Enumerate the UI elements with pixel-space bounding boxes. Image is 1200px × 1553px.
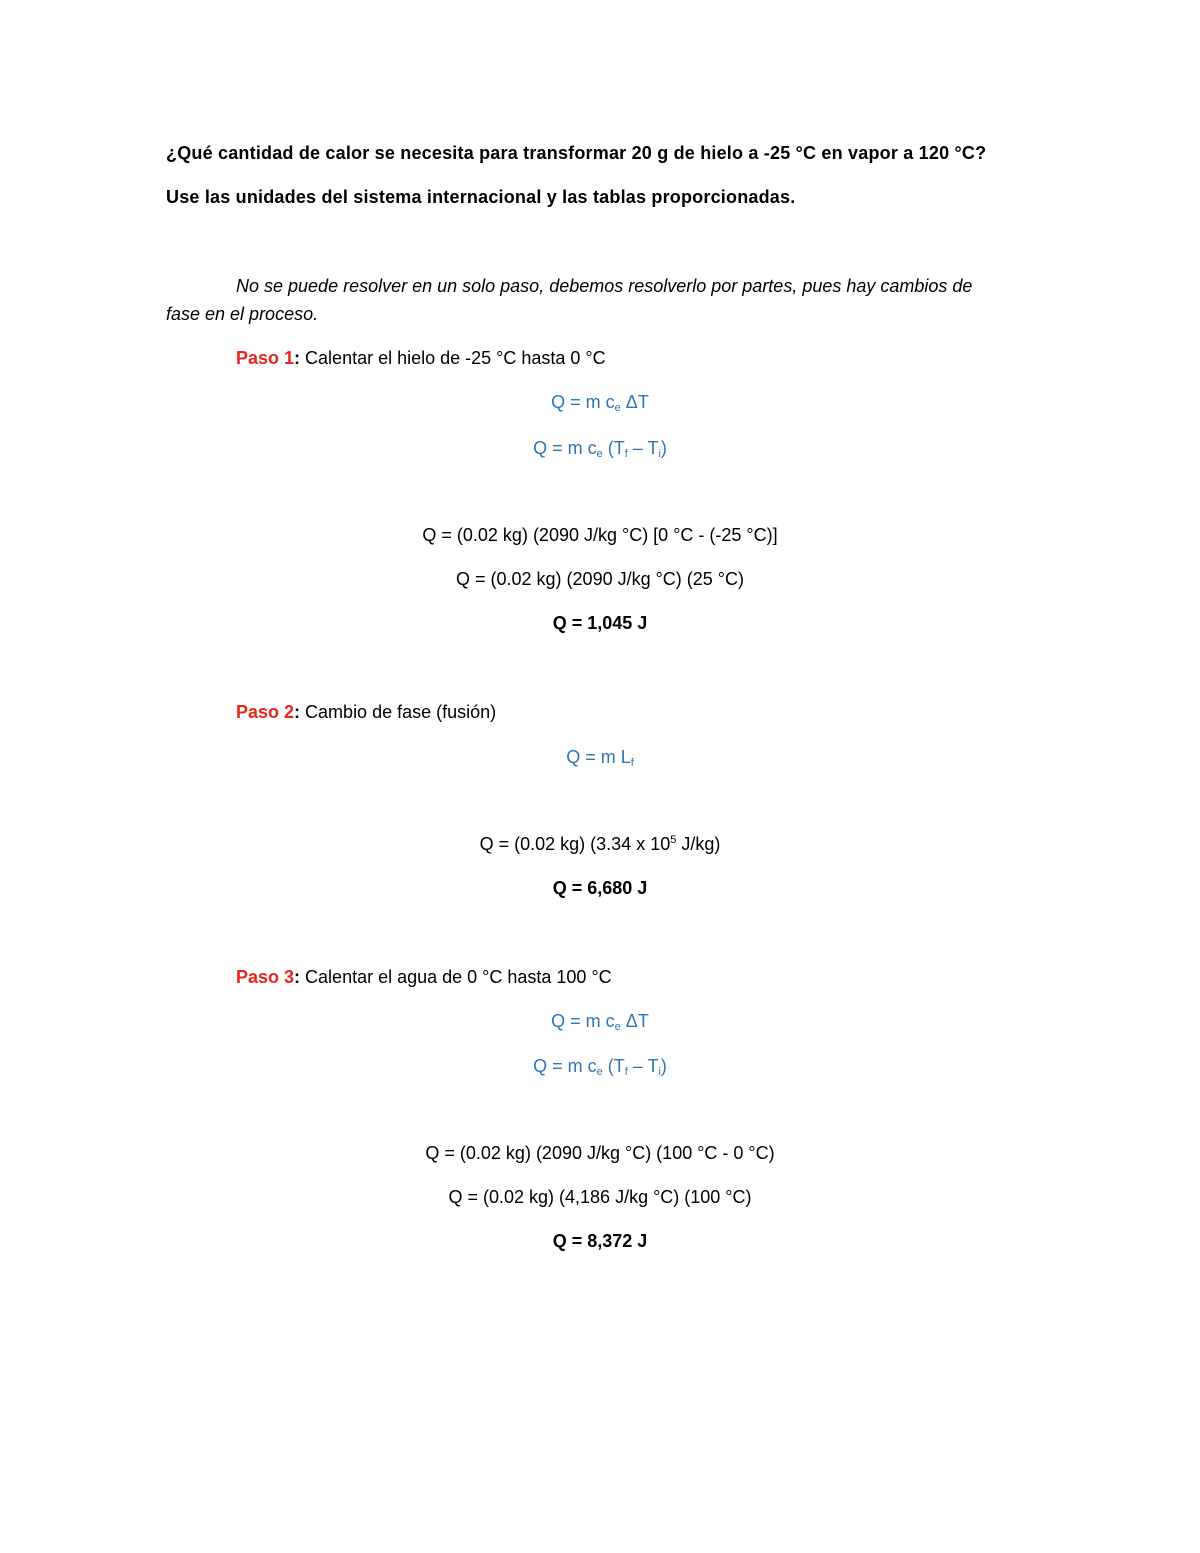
step3-formula-1: Q = m $c_e$ ΔT bbox=[551, 1011, 649, 1033]
step3-label: Paso 3 bbox=[236, 967, 295, 987]
question-line-2: Use las unidades del sistema internacional y las tablas proporcionadas. bbox=[166, 187, 796, 207]
step2-heading bbox=[236, 700, 496, 724]
step2-description: Cambio de fase (fusión) bbox=[300, 702, 497, 722]
step3-heading bbox=[236, 965, 612, 989]
step3-colon: : bbox=[294, 967, 301, 987]
step1-result: Q = 1,045 J bbox=[552, 613, 648, 633]
step1-calc-2: Q = (0.02 kg) (2090 J/kg °C) (25 °C) bbox=[456, 569, 744, 589]
step2-colon: : bbox=[294, 702, 301, 722]
step1-description: Calentar el hielo de -25 °C hasta 0 °C bbox=[300, 348, 606, 368]
step1-heading bbox=[236, 346, 606, 370]
step3-description: Calentar el agua de 0 °C hasta 100 °C bbox=[300, 967, 612, 987]
step1-formula-2: Q = m $c_e$ $(T_f - T_i)$ bbox=[533, 438, 667, 460]
step1-label: Paso 1 bbox=[236, 348, 295, 368]
step2-calc: Q = (0.02 kg) (3.34 x $10^5$ J/kg) bbox=[479, 834, 721, 854]
step3-calc-1: Q = (0.02 kg) (2090 J/kg °C) (100 °C - 0 °C) bbox=[425, 1143, 775, 1163]
step2-formula: Q = m $L_f$ bbox=[566, 747, 634, 769]
step1-colon: : bbox=[294, 348, 301, 368]
step2-result: Q = 6,680 J bbox=[552, 878, 648, 898]
step3-result: Q = 8,372 J bbox=[552, 1231, 648, 1251]
step3-formula-2: Q = m $c_e$ $(T_f - T_i)$ bbox=[533, 1056, 667, 1078]
step1-formula-1: Q = m $c_e$ ΔT bbox=[551, 392, 649, 414]
step3-calc-2: Q = (0.02 kg) (4,186 J/kg °C) (100 °C) bbox=[448, 1187, 752, 1207]
step2-label: Paso 2 bbox=[236, 702, 295, 722]
intro-line-1: No se puede resolver en un solo paso, debemos resolverlo por partes, pues hay cambios de bbox=[236, 276, 973, 296]
intro-line-2: fase en el proceso. bbox=[166, 304, 319, 324]
step1-calc-1: Q = (0.02 kg) (2090 J/kg °C) [0 °C - (-25 °C)] bbox=[422, 525, 778, 545]
question-line-1: ¿Qué cantidad de calor se necesita para transformar 20 g de hielo a -25 °C en vapor a 120 °C? bbox=[166, 143, 987, 163]
